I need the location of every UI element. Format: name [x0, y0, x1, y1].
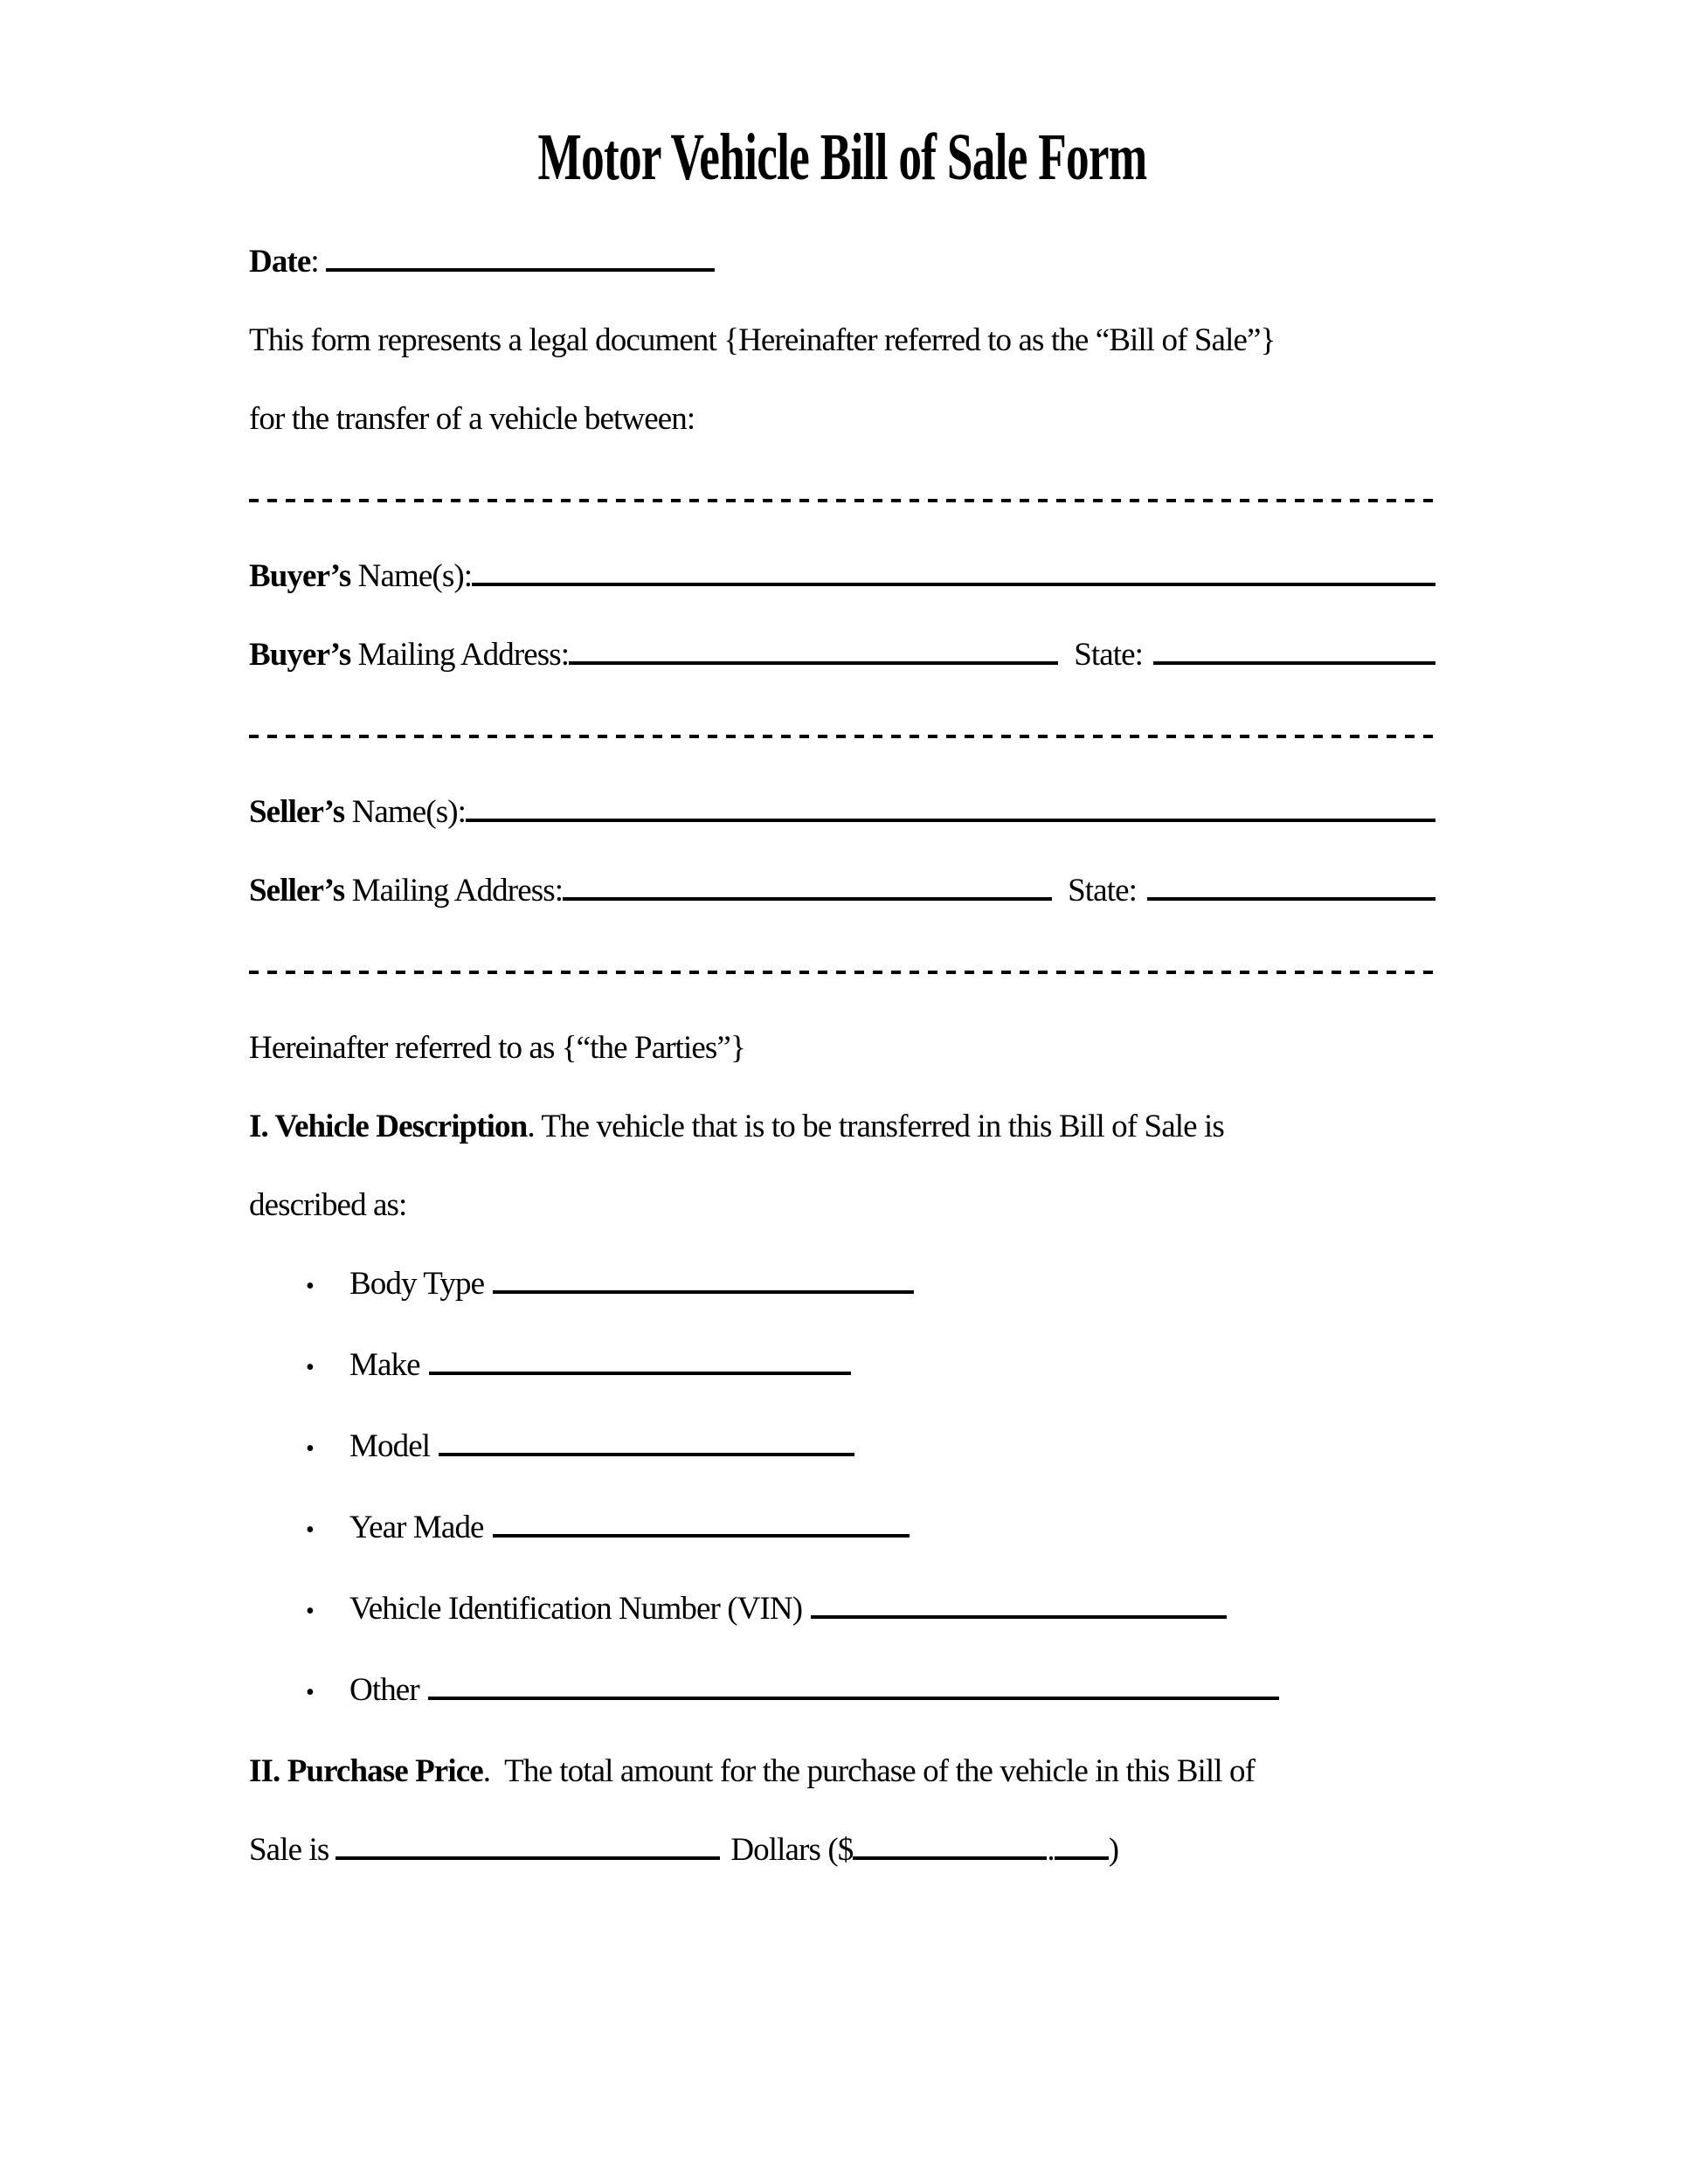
date-line	[249, 223, 1435, 301]
buyer-name-label: Name(s):	[350, 558, 473, 594]
bullet-marker-icon: •	[306, 1435, 314, 1462]
buyer-address-line	[249, 616, 1435, 695]
decimal-point-text: .	[1047, 1832, 1055, 1868]
section-1-text: . The vehicle that is to be transferred in this Bill of Sale is	[527, 1109, 1224, 1144]
bullet-item-make	[249, 1326, 1435, 1407]
buyer-name-blank-line[interactable]	[472, 583, 1435, 586]
section-2-text: . The total amount for the purchase of the vehicle in this Bill of	[482, 1753, 1256, 1789]
page-title: Motor Vehicle Bill of Sale Form	[537, 121, 1147, 194]
seller-address-label: Mailing Address:	[344, 873, 564, 909]
seller-bold-label: Seller’s	[249, 794, 345, 830]
seller-address-blank-line[interactable]	[563, 897, 1052, 901]
buyer-bold-label: Buyer’s	[249, 558, 351, 594]
sale-amount-line	[249, 1811, 1435, 1890]
body-type-blank-line[interactable]	[493, 1290, 914, 1294]
bullet-marker-icon: •	[306, 1273, 314, 1300]
bullet-item-year-made	[249, 1489, 1435, 1570]
make-blank-line[interactable]	[429, 1372, 851, 1375]
intro-paragraph-line-2	[249, 380, 1435, 459]
bullet-item-model	[249, 1407, 1435, 1489]
year-made-blank-line[interactable]	[493, 1534, 910, 1538]
bullet-marker-icon: •	[306, 1598, 314, 1625]
buyer-bold-label: Buyer’s	[249, 637, 351, 673]
bullet-marker-icon: •	[306, 1517, 314, 1544]
section-1-continuation-line	[249, 1166, 1435, 1245]
dashed-separator	[249, 695, 1435, 773]
buyer-state-label: State:	[1074, 637, 1144, 673]
section-2-heading-line	[249, 1732, 1435, 1811]
body-type-label: Body Type	[349, 1266, 485, 1302]
bullet-item-vin	[249, 1570, 1435, 1651]
other-blank-line[interactable]	[428, 1697, 1279, 1700]
year-made-label: Year Made	[349, 1510, 484, 1545]
bullet-marker-icon: •	[306, 1679, 314, 1706]
seller-name-blank-line[interactable]	[466, 819, 1435, 822]
seller-name-line	[249, 773, 1435, 852]
intro-text-2: for the transfer of a vehicle between:	[249, 401, 695, 437]
model-label: Model	[349, 1428, 431, 1464]
amount-words-blank-line[interactable]	[336, 1856, 720, 1860]
buyer-address-label: Mailing Address:	[350, 637, 570, 673]
vin-label: Vehicle Identification Number (VIN)	[349, 1591, 803, 1627]
seller-address-line	[249, 852, 1435, 930]
bullet-marker-icon: •	[306, 1354, 314, 1381]
amount-dollars-blank-line[interactable]	[853, 1856, 1047, 1860]
other-label: Other	[349, 1672, 419, 1708]
intro-text-1: This form represents a legal document {Hereinafter referred to as the “Bill of Sale”}	[249, 322, 1276, 358]
dollars-open-text: Dollars ($	[730, 1832, 854, 1868]
date-label: Date	[249, 244, 311, 280]
close-paren-text: )	[1108, 1832, 1119, 1868]
intro-paragraph-line-1	[249, 301, 1435, 380]
vin-blank-line[interactable]	[811, 1615, 1227, 1619]
parties-text: Hereinafter referred to as {“the Parties”}	[249, 1030, 745, 1066]
described-as-text: described as:	[249, 1187, 407, 1223]
section-1-heading: I. Vehicle Description	[249, 1109, 528, 1144]
amount-cents-blank-line[interactable]	[1055, 1856, 1109, 1860]
bullet-item-body-type	[249, 1245, 1435, 1326]
buyer-state-blank-line[interactable]	[1153, 661, 1435, 665]
sale-is-text: Sale is	[249, 1832, 329, 1868]
seller-state-label: State:	[1068, 873, 1137, 909]
parties-line	[249, 1009, 1435, 1088]
buyer-address-blank-line[interactable]	[569, 661, 1058, 665]
seller-bold-label: Seller’s	[249, 873, 345, 909]
date-colon: :	[310, 244, 319, 280]
section-1-heading-line	[249, 1088, 1435, 1166]
model-blank-line[interactable]	[439, 1453, 854, 1456]
buyer-name-line	[249, 537, 1435, 616]
date-blank-line[interactable]	[326, 268, 715, 272]
make-label: Make	[349, 1347, 420, 1383]
section-2-heading: II. Purchase Price	[249, 1753, 483, 1789]
bullet-item-other	[249, 1651, 1435, 1732]
dashed-separator	[249, 459, 1435, 537]
seller-state-blank-line[interactable]	[1147, 897, 1435, 901]
dashed-separator	[249, 930, 1435, 1009]
seller-name-label: Name(s):	[344, 794, 467, 830]
